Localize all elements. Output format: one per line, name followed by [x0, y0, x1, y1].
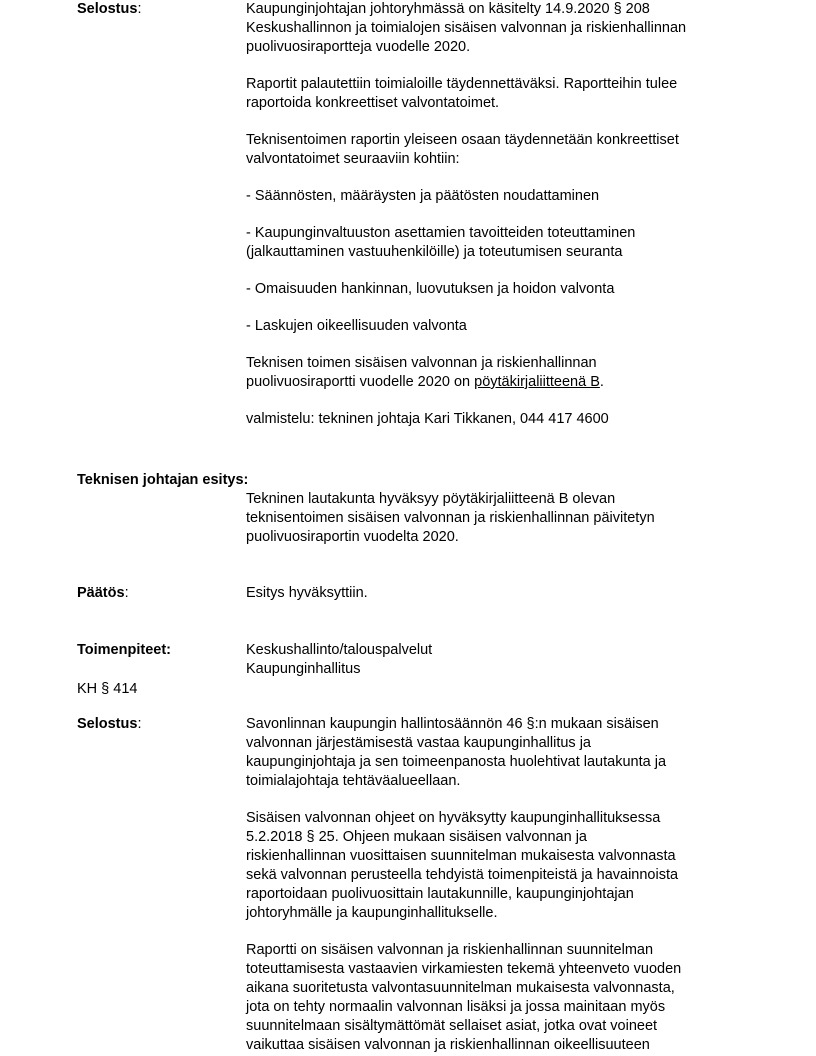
- label-text: Selostus: [77, 1, 138, 17]
- paragraph: [246, 809, 766, 923]
- text-line: 5.2.2018 § 25. Ohjeen mukaan sisäisen valvonnan ja: [246, 829, 587, 845]
- attachment-link[interactable]: pöytäkirjaliitteenä B: [474, 374, 600, 390]
- section-content: [246, 641, 766, 679]
- text-line: puolivuosiraportteja vuodelle 2020.: [246, 39, 471, 55]
- paragraph: [246, 75, 766, 113]
- section-label: Teknisen johtajan esitys:: [77, 472, 249, 488]
- text-line: riskienhallinnan vuosittaisen suunnitelman mukaisesta valvonnasta: [246, 848, 676, 864]
- text-line: raportoida konkreettiset valvontatoimet.: [246, 95, 500, 111]
- text-line: puolivuosiraportin vuodelta 2020.: [246, 529, 459, 545]
- text-line: toteuttamisesta vastaavien virkamiesten tekemä yhteenveto vuoden: [246, 961, 682, 977]
- text-line: - Kaupunginvaltuuston asettamien tavoitteiden toteuttaminen: [246, 225, 636, 241]
- text-line: Keskushallinnon ja toimialojen sisäisen valvonnan ja riskienhallinnan: [246, 20, 687, 36]
- text-line: - Säännösten, määräysten ja päätösten noudattaminen: [246, 188, 600, 204]
- text-line: - Laskujen oikeellisuuden valvonta: [246, 318, 467, 334]
- text-line: Kaupunginjohtajan johtoryhmässä on käsitelty 14.9.2020 § 208: [246, 1, 650, 17]
- preparer-line: [246, 410, 766, 429]
- paragraph: [246, 941, 766, 1055]
- text-line: johtoryhmälle ja kaupunginhallitukselle.: [246, 905, 498, 921]
- section-label: Toimenpiteet:: [77, 642, 171, 658]
- section-label: [77, 584, 129, 603]
- bullet-item: [246, 317, 766, 336]
- text-line: valmistelu: tekninen johtaja Kari Tikkanen, 044 417 4600: [246, 411, 609, 427]
- label-text: Selostus: [77, 716, 138, 732]
- text-line: kaupunginjohtaja ja sen toimeenpanosta huolehtivat lautakunta ja: [246, 754, 667, 770]
- bullet-item: [246, 280, 766, 299]
- text-line: Esitys hyväksyttiin.: [246, 585, 368, 601]
- section-label: [77, 0, 141, 19]
- text-line: (jalkauttaminen vastuuhenkilöille) ja toteutumisen seuranta: [246, 244, 623, 260]
- text-line: Savonlinnan kaupungin hallintosäännön 46 §:n mukaan sisäisen: [246, 716, 659, 732]
- text-line: Keskushallinto/talouspalvelut: [246, 642, 433, 658]
- paragraph: [246, 715, 766, 791]
- text-line: Tekninen lautakunta hyväksyy pöytäkirjaliitteenä B olevan: [246, 491, 616, 507]
- text-line: Teknisentoimen raportin yleiseen osaan täydennetään konkreettiset: [246, 132, 679, 148]
- text-line: toimialajohtaja tehtäväalueellaan.: [246, 773, 461, 789]
- text-line: [246, 373, 766, 392]
- bullet-item: [246, 187, 766, 206]
- text-line: vaikuttaa sisäisen valvonnan ja riskienhallinnan oikeellisuuteen: [246, 1037, 650, 1053]
- label-colon: :: [137, 716, 142, 732]
- text-line: Kaupunginhallitus: [246, 661, 361, 677]
- label-colon: :: [137, 1, 142, 17]
- text-line: valvontatoimet seuraaviin kohtiin:: [246, 151, 460, 167]
- text-line: suunnitelmaan sisältymättömät sellaiset asiat, jotka ovat voineet: [246, 1018, 658, 1034]
- text-line: Raportti on sisäisen valvonnan ja riskienhallinnan suunnitelman: [246, 942, 654, 958]
- section-content: [246, 584, 766, 603]
- label-colon: :: [124, 585, 129, 601]
- text-fragment: puolivuosiraportti vuodelle 2020 on: [246, 374, 475, 390]
- text-line: Raportit palautettiin toimialoille täydennettäväksi. Raportteihin tulee: [246, 76, 678, 92]
- text-line: - Omaisuuden hankinnan, luovutuksen ja hoidon valvonta: [246, 281, 615, 297]
- text-line: Teknisen toimen sisäisen valvonnan ja riskienhallinnan: [246, 355, 597, 371]
- section-content: [246, 490, 766, 547]
- text-line: Sisäisen valvonnan ohjeet on hyväksytty kaupunginhallituksessa: [246, 810, 661, 826]
- text-line: valvonnan järjestämisestä vastaa kaupunginhallitus ja: [246, 735, 591, 751]
- text-line: jota on tehty normaalin valvonnan lisäksi ja jossa mainitaan myös: [246, 999, 666, 1015]
- section-content: [246, 715, 766, 1055]
- paragraph: [246, 131, 766, 169]
- section-label: [77, 715, 141, 734]
- text-line: raportoidaan puolivuosittain lautakunnille, kaupunginjohtajan: [246, 886, 634, 902]
- bullet-item: [246, 224, 766, 262]
- paragraph: [246, 354, 766, 392]
- section-content: [246, 0, 766, 429]
- text-line: teknisentoimen sisäisen valvonnan ja riskienhallinnan päivitetyn: [246, 510, 655, 526]
- kh-reference: KH § 414: [77, 681, 138, 697]
- label-text: Päätös: [77, 585, 125, 601]
- paragraph: [246, 0, 766, 57]
- text-line: sekä valvonnan perusteella tehdyistä toimenpiteistä ja havainnoista: [246, 867, 679, 883]
- text-fragment: .: [599, 374, 604, 390]
- text-line: aikana suoritetusta valvontasuunnitelman mukaisesta valvonnasta,: [246, 980, 675, 996]
